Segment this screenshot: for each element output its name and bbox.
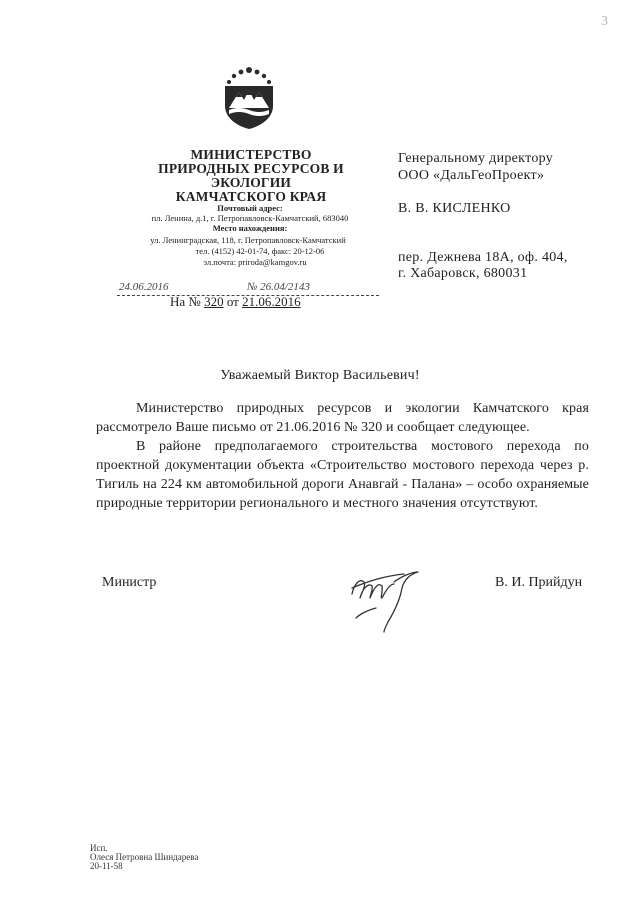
ministry-line-1: МИНИСТЕРСТВО: [190, 147, 312, 162]
reply-prefix: На №: [170, 294, 201, 309]
recipient-name: В. В. КИСЛЕНКО: [398, 201, 511, 216]
ministry-line-2: ПРИРОДНЫХ РЕСУРСОВ И ЭКОЛОГИИ: [158, 161, 344, 190]
email-address: эл.почта: priroda@kamgov.ru: [203, 257, 307, 267]
handwritten-signature: [346, 558, 422, 634]
postal-address-label: Почтовый адрес:: [217, 203, 283, 213]
executor-label: Исп.: [90, 843, 108, 853]
registration-number: № 26.04/2143: [247, 281, 310, 293]
kamchatka-coat-of-arms-icon: [217, 64, 281, 130]
recipient-company: ООО «ДальГеоПроект»: [398, 168, 545, 183]
phone-fax: тел. (4152) 42-01-74, факс: 20-12-06: [195, 246, 325, 256]
reply-number: 320: [204, 294, 224, 309]
reply-mid: от: [226, 294, 239, 309]
body-paragraph-1: Министерство природных ресурсов и экологии Камчатского края рассмотрело Ваше письмо от 21.06.2016 № 320 и сообщает следующее.: [96, 401, 589, 435]
location-value: ул. Ленинградская, 118, г. Петропавловск-Камчатский: [150, 235, 346, 245]
reply-date: 21.06.2016: [242, 294, 301, 309]
body-paragraph-2: В районе предполагаемого строительства мостового перехода по проектной документации объекта «Строительство мостового перехода через р. Тигиль на 224 км автомобильной дороги Анавгай - Палана» – особо охраняемые природные территории регионального и местного значения отсутствуют.: [96, 439, 589, 511]
salutation: Уважаемый Виктор Васильевич!: [220, 368, 420, 383]
executor-phone: 20-11-58: [90, 861, 123, 871]
reply-reference: [170, 294, 301, 310]
ministry-name: [118, 148, 384, 204]
page-number: 3: [601, 14, 608, 29]
signatory-title: Министр: [102, 575, 157, 590]
registration-date: 24.06.2016: [119, 281, 169, 293]
postal-address-value: пл. Ленина, д.1, г. Петропавловск-Камчатский, 683040: [151, 213, 349, 223]
recipient-address-line-1: пер. Дежнева 18А, оф. 404,: [398, 250, 568, 265]
recipient-address-line-2: г. Хабаровск, 680031: [398, 266, 528, 281]
recipient-position: Генеральному директору: [398, 151, 554, 166]
executor-name: Олеся Петровна Шиндарева: [90, 852, 199, 862]
signatory-name: В. И. Прийдун: [495, 575, 583, 590]
ministry-line-3: КАМЧАТСКОГО КРАЯ: [175, 189, 327, 204]
location-label: Место нахождения:: [212, 223, 288, 233]
